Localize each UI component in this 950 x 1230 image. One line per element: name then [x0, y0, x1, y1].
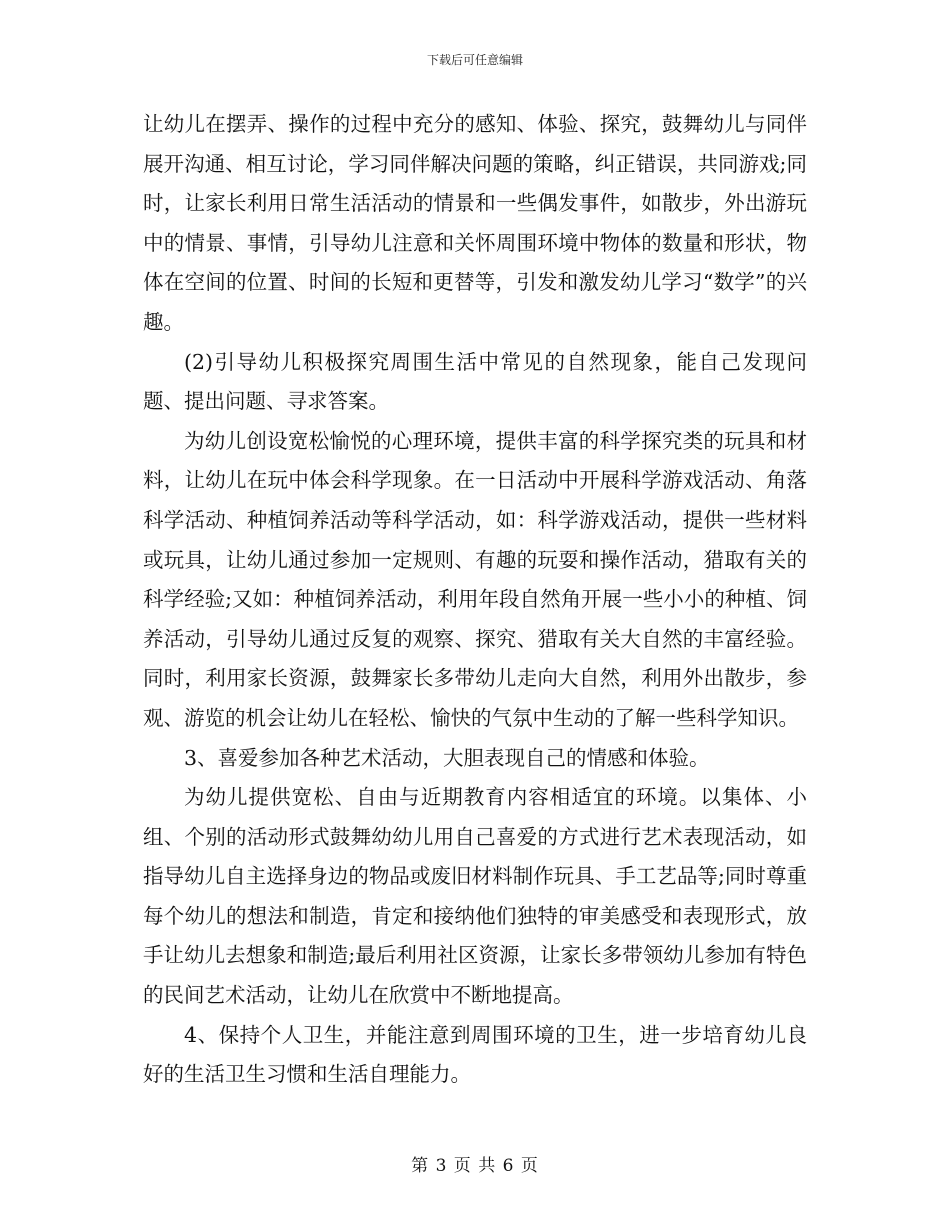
document-body: [143, 105, 807, 1095]
section-heading: 3、喜爱参加各种艺术活动，大胆表现自己的情感和体验。: [184, 745, 710, 770]
body-paragraph: 为幼儿创设宽松愉悦的心理环境，提供丰富的科学探究类的玩具和材料，让幼儿在玩中体会科学现象。在一日活动中开展科学游戏活动、角落科学活动、种植饲养活动等科学活动，如：科学游戏活动，提供一些材料或玩具，让幼儿通过参加一定规则、有趣的玩耍和操作活动，猎取有关的科学经验;又如：种植饲养活动，利用年段自然角开展一些小小的种植、饲养活动，引导幼儿通过反复的观察、探究、猎取有关大自然的丰富经验。同时，利用家长资源，鼓舞家长多带幼儿走向大自然，利用外出散步，参观、游览的机会让幼儿在轻松、愉快的气氛中生动的了解一些科学知识。: [143, 428, 807, 730]
body-paragraph: (2)引导幼儿积极探究周围生活中常见的自然现象，能自己发现问题、提出问题、寻求答案。: [143, 349, 807, 414]
page-header: 下载后可任意编辑: [426, 53, 523, 67]
body-paragraph: 让幼儿在摆弄、操作的过程中充分的感知、体验、探究，鼓舞幼儿与同伴展开沟通、相互讨论，学习同伴解决问题的策略，纠正错误，共同游戏;同时，让家长利用日常生活活动的情景和一些偶发事件，如散步，外出游玩中的情景、事情，引导幼儿注意和关怀周围环境中物体的数量和形状，物体在空间的位置、时间的长短和更替等，引发和激发幼儿学习“数学”的兴趣。: [143, 112, 807, 334]
body-paragraph: 为幼儿提供宽松、自由与近期教育内容相适宜的环境。以集体、小组、个别的活动形式鼓舞幼幼儿用自己喜爱的方式进行艺术表现活动，如指导幼儿自主选择身边的物品或废旧材料制作玩具、手工艺品等;同时尊重每个幼儿的想法和制造，肯定和接纳他们独特的审美感受和表现形式，放手让幼儿去想象和制造;最后利用社区资源，让家长多带领幼儿参加有特色的民间艺术活动，让幼儿在欣赏中不断地提高。: [143, 785, 807, 1008]
section-heading: 4、保持个人卫生，并能注意到周围环境的卫生，进一步培育幼儿良好的生活卫生习惯和生活自理能力。: [143, 1022, 807, 1087]
page-number: 第 3 页 共 6 页: [411, 1156, 539, 1176]
